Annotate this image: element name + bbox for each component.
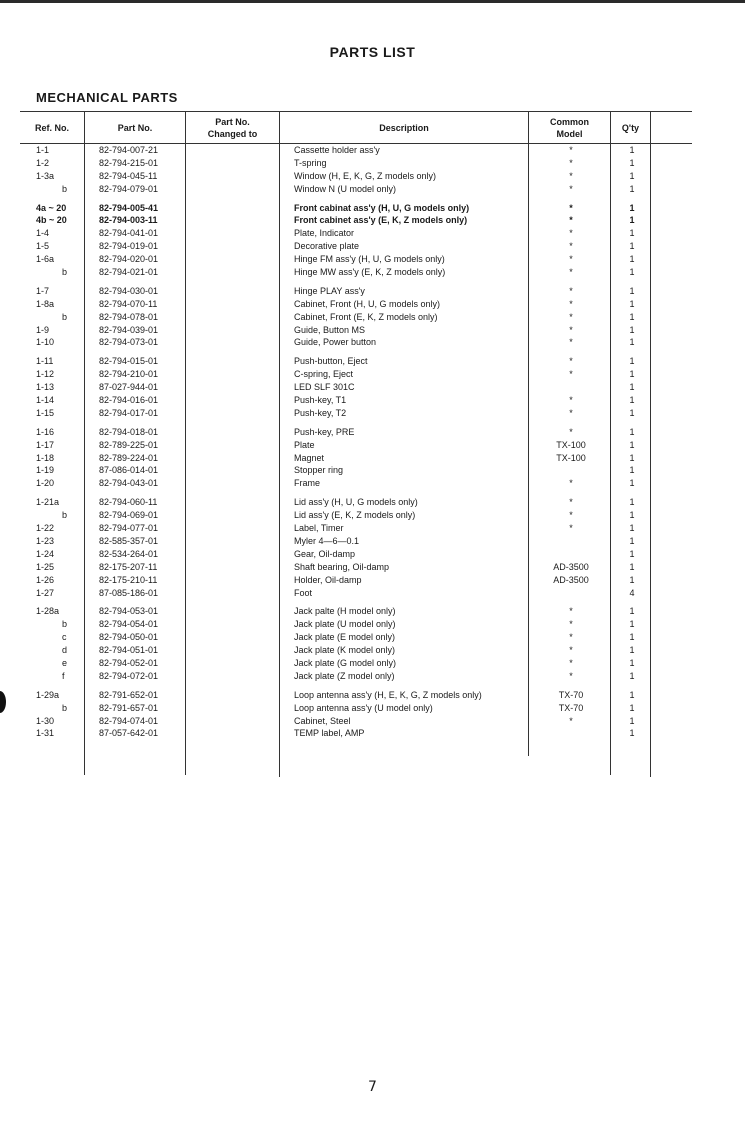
cell-qty: 1: [629, 478, 635, 489]
cell-part: 82-791-657-01: [99, 702, 159, 713]
cell-qty: 1: [629, 254, 635, 265]
cell-qty: 1: [629, 465, 635, 476]
cell-qty: 1: [629, 324, 635, 335]
cell-part: 82-794-005-41: [99, 202, 159, 213]
cell-ref: 1-8a: [36, 298, 55, 309]
page-title: PARTS LIST: [329, 44, 416, 60]
cell-ref: 1-10: [36, 337, 55, 348]
cell-desc: Magnet: [294, 452, 325, 463]
cell-model: *: [569, 619, 573, 630]
cell-ref: 1-31: [36, 728, 55, 739]
table-row: [20, 426, 692, 439]
cell-part: 82-794-039-01: [99, 324, 159, 335]
cell-qty: 1: [629, 452, 635, 463]
cell-model: *: [569, 285, 573, 296]
cell-desc: Loop antenna ass'y (U model only): [294, 702, 433, 713]
cell-desc: Jack plate (K model only): [294, 645, 396, 656]
cell-qty: 1: [629, 670, 635, 681]
cell-part: 82-794-210-01: [99, 369, 159, 380]
cell-desc: Holder, Oil-damp: [294, 574, 362, 585]
header-description: Description: [379, 122, 429, 133]
cell-part: 82-794-007-21: [99, 145, 159, 155]
cell-desc: Push-key, T2: [294, 407, 347, 418]
cell-desc: Guide, Button MS: [294, 324, 366, 335]
cell-part: 82-791-652-01: [99, 689, 159, 700]
cell-qty: 1: [629, 439, 635, 450]
table-row: [20, 587, 692, 600]
page-number: 7: [368, 1079, 377, 1095]
cell-ref: 1-30: [36, 715, 55, 726]
cell-qty: 1: [629, 689, 635, 700]
cell-qty: 1: [629, 202, 635, 213]
cell-ref: 1-14: [36, 395, 55, 406]
cell-desc: Gear, Oil-damp: [294, 548, 356, 559]
cell-qty: 1: [629, 395, 635, 406]
table-row: [20, 202, 692, 215]
cell-qty: 1: [629, 285, 635, 296]
cell-desc: Guide, Power button: [294, 337, 377, 348]
cell-desc: Label, Timer: [294, 523, 344, 534]
cell-model: TX-100: [556, 452, 586, 463]
cell-desc: Decorative plate: [294, 241, 360, 252]
cell-desc: Shaft bearing, Oil-damp: [294, 561, 390, 572]
table-row: [20, 183, 692, 196]
cell-desc: T-spring: [294, 157, 327, 168]
cell-qty: 1: [629, 728, 635, 739]
table-row: [20, 324, 692, 337]
cell-desc: LED SLF 301C: [294, 382, 355, 393]
table-row: [20, 452, 692, 465]
table-row: [20, 477, 692, 490]
cell-part: 82-794-021-01: [99, 267, 159, 278]
cell-model: *: [569, 369, 573, 380]
cell-desc: Jack palte (H model only): [294, 606, 396, 617]
cell-qty: 1: [629, 369, 635, 380]
cell-model: *: [569, 311, 573, 322]
table-row: [20, 605, 692, 618]
cell-part: 82-794-045-11: [99, 170, 158, 181]
table-row: [20, 496, 692, 509]
cell-desc: Push-key, T1: [294, 395, 347, 406]
cell-model: TX-100: [556, 439, 586, 450]
cell-part: 82-794-020-01: [99, 254, 159, 265]
cell-desc: Loop antenna ass'y (H, E, K, G, Z models only): [294, 689, 482, 700]
table-body: [20, 144, 692, 740]
cell-ref: 4b ~ 20: [36, 215, 67, 226]
cell-ref: 1-27: [36, 587, 55, 598]
table-row: [20, 170, 692, 183]
cell-desc: Window (H, E, K, G, Z models only): [294, 170, 437, 181]
cell-qty: 1: [629, 382, 635, 393]
section-title: MECHANICAL PARTS: [36, 90, 178, 105]
cell-model: *: [569, 145, 573, 155]
cell-ref: b: [62, 183, 68, 194]
cell-ref: 1-18: [36, 452, 55, 463]
cell-ref: 1-3a: [36, 170, 55, 181]
cell-part: 82-175-207-11: [99, 561, 158, 572]
cell-qty: 1: [629, 561, 635, 572]
cell-model: *: [569, 657, 573, 668]
cell-model: *: [569, 183, 573, 194]
cell-part: 82-794-041-01: [99, 228, 159, 239]
cell-part: 82-794-077-01: [99, 523, 159, 534]
table-row: [20, 715, 692, 728]
cell-part: 82-794-069-01: [99, 510, 159, 521]
cell-qty: 1: [629, 170, 635, 181]
table-row: [20, 368, 692, 381]
table-row: [20, 381, 692, 394]
cell-model: TX-70: [558, 702, 584, 713]
cell-ref: c: [62, 632, 67, 643]
cell-qty: 1: [629, 702, 635, 713]
cell-part: 82-794-017-01: [99, 407, 159, 418]
cell-model: *: [569, 426, 573, 437]
cell-desc: Push-key, PRE: [294, 426, 355, 437]
cell-model: AD-3500: [553, 574, 589, 585]
cell-model: *: [569, 632, 573, 643]
cell-model: *: [569, 407, 573, 418]
cell-ref: 1-17: [36, 439, 55, 450]
cell-model: *: [569, 241, 573, 252]
cell-desc: Plate, Indicator: [294, 228, 355, 239]
cell-desc: Cassette holder ass'y: [294, 145, 380, 155]
cell-qty: 1: [629, 497, 635, 508]
cell-part: 82-534-264-01: [99, 548, 159, 559]
table-row: [20, 644, 692, 657]
parts-table: [20, 111, 692, 777]
cell-model: *: [569, 510, 573, 521]
cell-qty: 1: [629, 606, 635, 617]
table-row: [20, 266, 692, 279]
cell-part: 82-794-078-01: [99, 311, 159, 322]
cell-ref: 1-21a: [36, 497, 60, 508]
cell-model: TX-70: [558, 689, 584, 700]
table-row: [20, 522, 692, 535]
header-changed-to: Part No. Changed to: [207, 116, 258, 139]
table-row: [20, 311, 692, 324]
cell-model: *: [569, 715, 573, 726]
cell-part: 82-794-072-01: [99, 670, 159, 681]
cell-ref: 1-20: [36, 478, 55, 489]
cell-qty: 1: [629, 510, 635, 521]
cell-ref: 1-15: [36, 407, 55, 418]
cell-ref: b: [62, 510, 68, 521]
cell-desc: Cabinet, Steel: [294, 715, 351, 726]
header-part-no: Part No.: [117, 122, 153, 133]
cell-desc: Hinge MW ass'y (E, K, Z models only): [294, 267, 446, 278]
table-row: [20, 574, 692, 587]
table-row: [20, 439, 692, 452]
cell-qty: 1: [629, 715, 635, 726]
table-row: [20, 144, 692, 157]
table-row: [20, 689, 692, 702]
cell-model: *: [569, 356, 573, 367]
cell-ref: e: [62, 657, 68, 668]
table-row: [20, 727, 692, 740]
cell-ref: 1-28a: [36, 606, 60, 617]
cell-model: *: [569, 202, 573, 213]
table-row: [20, 618, 692, 631]
cell-model: *: [569, 157, 573, 168]
cell-desc: Foot: [294, 587, 313, 598]
cell-desc: Jack plate (E model only): [294, 632, 396, 643]
cell-ref: 4a ~ 20: [36, 202, 67, 213]
cell-ref: d: [62, 645, 68, 656]
cell-qty: 1: [629, 535, 635, 546]
cell-ref: 1-16: [36, 426, 55, 437]
table-row: [20, 657, 692, 670]
cell-qty: 1: [629, 574, 635, 585]
cell-part: 82-794-073-01: [99, 337, 159, 348]
cell-desc: Front cabinat ass'y (H, U, G models only): [294, 202, 470, 213]
table-row: [20, 702, 692, 715]
cell-ref: 1-12: [36, 369, 55, 380]
cell-model: *: [569, 395, 573, 406]
cell-part: 87-085-186-01: [99, 587, 159, 598]
cell-part: 82-794-054-01: [99, 619, 159, 630]
cell-desc: Jack plate (G model only): [294, 657, 397, 668]
cell-ref: 1-13: [36, 382, 55, 393]
cell-qty: 1: [629, 645, 635, 656]
cell-ref: f: [62, 670, 65, 681]
cell-part: 82-794-019-01: [99, 241, 159, 252]
cell-part: 82-794-070-11: [99, 298, 158, 309]
cell-desc: Window N (U model only): [294, 183, 397, 194]
cell-part: 82-794-051-01: [99, 645, 159, 656]
table-row: [20, 298, 692, 311]
cell-desc: Jack plate (Z model only): [294, 670, 395, 681]
table-row: [20, 631, 692, 644]
cell-ref: 1-23: [36, 535, 55, 546]
cell-qty: 1: [629, 356, 635, 367]
cell-desc: Myler 4—6—0.1: [294, 535, 360, 546]
cell-model: *: [569, 497, 573, 508]
table-row: [20, 548, 692, 561]
cell-ref: b: [62, 267, 68, 278]
cell-part: 82-789-224-01: [99, 452, 159, 463]
cell-qty: 1: [629, 548, 635, 559]
cell-part: 87-057-642-01: [99, 728, 159, 739]
cell-model: *: [569, 254, 573, 265]
cell-desc: Push-button, Eject: [294, 356, 368, 367]
cell-ref: 1-9: [36, 324, 50, 335]
table-row: [20, 464, 692, 477]
cell-model: *: [569, 267, 573, 278]
table-row: [20, 509, 692, 522]
cell-part: 82-794-079-01: [99, 183, 159, 194]
cell-ref: 1-1: [36, 145, 50, 155]
top-rule: [0, 0, 745, 3]
cell-desc: TEMP label, AMP: [294, 728, 365, 739]
cell-desc: Frame: [294, 478, 321, 489]
cell-part: 82-794-074-01: [99, 715, 159, 726]
table-row: [20, 240, 692, 253]
cell-qty: 1: [629, 215, 635, 226]
table-row: [20, 670, 692, 683]
cell-desc: Plate: [294, 439, 315, 450]
table-row: [20, 407, 692, 420]
cell-ref: 1-6a: [36, 254, 55, 265]
table-row: [20, 355, 692, 368]
cell-desc: Hinge FM ass'y (H, U, G models only): [294, 254, 445, 265]
cell-part: 82-794-003-11: [99, 215, 158, 226]
cell-desc: Cabinet, Front (E, K, Z models only): [294, 311, 438, 322]
cell-qty: 1: [629, 267, 635, 278]
cell-part: 82-794-050-01: [99, 632, 159, 643]
cell-part: 82-789-225-01: [99, 439, 159, 450]
cell-part: 82-585-357-01: [99, 535, 159, 546]
table-row: [20, 285, 692, 298]
cell-qty: 1: [629, 298, 635, 309]
cell-model: *: [569, 606, 573, 617]
cell-model: *: [569, 228, 573, 239]
cell-desc: C-spring, Eject: [294, 369, 354, 380]
cell-part: 82-175-210-11: [99, 574, 158, 585]
cell-part: 82-794-015-01: [99, 356, 159, 367]
cell-qty: 1: [629, 337, 635, 348]
cell-ref: b: [62, 619, 68, 630]
cell-ref: b: [62, 702, 68, 713]
cell-model: *: [569, 170, 573, 181]
cell-ref: 1-26: [36, 574, 55, 585]
cell-ref: 1-7: [36, 285, 50, 296]
table-row: [20, 157, 692, 170]
binding-hole-mark: [0, 691, 6, 713]
cell-model: *: [569, 324, 573, 335]
cell-ref: b: [62, 311, 68, 322]
cell-model: *: [569, 215, 573, 226]
cell-part: 82-794-018-01: [99, 426, 159, 437]
table-row: [20, 561, 692, 574]
cell-ref: 1-11: [36, 356, 54, 367]
cell-part: 82-794-215-01: [99, 157, 159, 168]
cell-qty: 1: [629, 426, 635, 437]
cell-part: 87-086-014-01: [99, 465, 159, 476]
cell-ref: 1-29a: [36, 689, 60, 700]
cell-part: 87-027-944-01: [99, 382, 159, 393]
table-row: [20, 336, 692, 349]
cell-qty: 1: [629, 657, 635, 668]
table-row: [20, 535, 692, 548]
cell-ref: 1-2: [36, 157, 50, 168]
table-row: [20, 253, 692, 266]
cell-desc: Cabinet, Front (H, U, G models only): [294, 298, 441, 309]
cell-model: *: [569, 337, 573, 348]
header-ref-no: Ref. No.: [34, 122, 69, 133]
cell-model: *: [569, 645, 573, 656]
cell-ref: 1-24: [36, 548, 55, 559]
cell-model: AD-3500: [553, 561, 589, 572]
cell-part: 82-794-052-01: [99, 657, 159, 668]
cell-desc: Lid ass'y (E, K, Z models only): [294, 510, 416, 521]
cell-ref: 1-4: [36, 228, 50, 239]
cell-qty: 1: [629, 619, 635, 630]
table-row: [20, 227, 692, 240]
cell-desc: Stopper ring: [294, 465, 344, 476]
header-common-model: Common Model: [550, 116, 589, 139]
cell-part: 82-794-053-01: [99, 606, 159, 617]
cell-qty: 1: [629, 523, 635, 534]
cell-model: *: [569, 298, 573, 309]
header-qty: Q'ty: [621, 122, 640, 133]
cell-model: *: [569, 523, 573, 534]
cell-desc: Lid ass'y (H, U, G models only): [294, 497, 418, 508]
cell-model: *: [569, 670, 573, 681]
cell-qty: 1: [629, 157, 635, 168]
cell-qty: 1: [629, 145, 635, 155]
cell-qty: 1: [629, 183, 635, 194]
cell-ref: 1-25: [36, 561, 55, 572]
cell-ref: 1-19: [36, 465, 55, 476]
cell-part: 82-794-016-01: [99, 395, 159, 406]
cell-desc: Front cabinet ass'y (E, K, Z models only): [294, 215, 468, 226]
cell-ref: 1-22: [36, 523, 55, 534]
cell-model: *: [569, 478, 573, 489]
cell-ref: 1-5: [36, 241, 50, 252]
cell-desc: Jack plate (U model only): [294, 619, 396, 630]
cell-qty: 1: [629, 228, 635, 239]
cell-qty: 1: [629, 241, 635, 252]
cell-part: 82-794-043-01: [99, 478, 159, 489]
cell-part: 82-794-030-01: [99, 285, 159, 296]
cell-qty: 1: [629, 407, 635, 418]
table-row: [20, 214, 692, 227]
cell-desc: Hinge PLAY ass'y: [294, 285, 365, 296]
cell-qty: 4: [629, 587, 635, 598]
table-row: [20, 394, 692, 407]
cell-part: 82-794-060-11: [99, 497, 158, 508]
cell-qty: 1: [629, 632, 635, 643]
cell-qty: 1: [629, 311, 635, 322]
